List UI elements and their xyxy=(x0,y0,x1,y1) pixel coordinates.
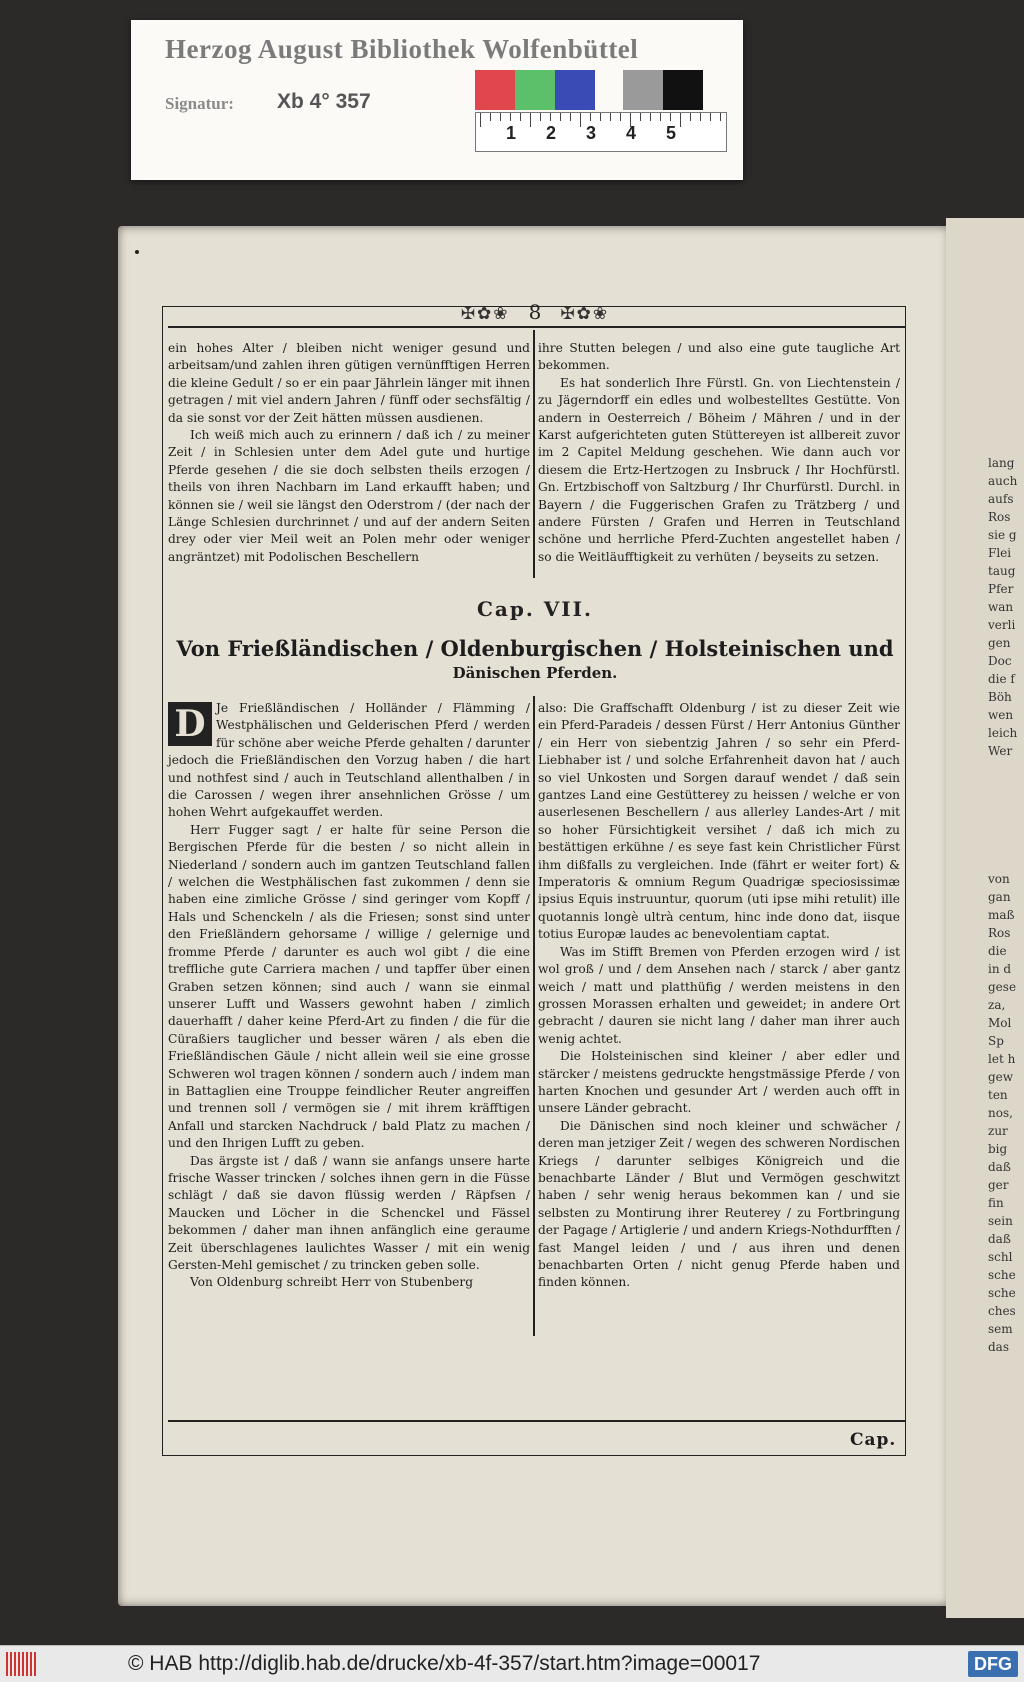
facing-page-fragment: nos, xyxy=(988,1106,1013,1120)
facing-page-fragment: sche xyxy=(988,1268,1016,1282)
facing-page-fragment: sem xyxy=(988,1322,1013,1336)
facing-page-fragment: wan xyxy=(988,600,1014,614)
paragraph: ein hohes Alter / bleiben nicht weniger gesund und arbeitsam/und zahlen ihren gütigen vernünfftigen Herren die kleine Gedult / so er ein paar Jährlein länger mit ihnen getragen / mit viel andern Jahren / fünff oder sechsfältig / da sie sonst vor der Zeit hätten müssen ausdienen. xyxy=(168,341,530,425)
page-header xyxy=(170,300,900,324)
ruler-tick xyxy=(680,113,681,127)
ruler-tick xyxy=(550,113,551,121)
facing-page-fragment: wen xyxy=(988,708,1014,722)
facing-page-fragment: sche xyxy=(988,1286,1016,1300)
ruler-tick xyxy=(590,113,591,121)
facing-page-fragment: gen xyxy=(988,636,1011,650)
facing-page-fragment: leich xyxy=(988,726,1018,740)
swatch-red xyxy=(475,70,515,110)
ruler-tick xyxy=(510,113,511,121)
facing-page-fragment: Wer xyxy=(988,744,1013,758)
facing-page-fragment: ten xyxy=(988,1088,1008,1102)
paragraph: D Je Frießländischen / Holländer / Flämming / Westphälischen und Gelderischen Pferd / werden für schöne aber weiche Pferde gehalten / darunter jedoch die Frießländischen den Vorzug haben / die hart und nothfest sind / auch in Teutschland allenthalben / in die Carossen / wegen ihrer ansehnlichen Grösse / um hohen Wehrt aufgekauffet werden. xyxy=(168,701,530,820)
ornament-right: ✠✿❀ xyxy=(560,304,610,324)
paragraph: ihre Stutten belegen / und also eine gute taugliche Art bekommen. xyxy=(538,341,900,373)
facing-page-fragment: taug xyxy=(988,564,1016,578)
barcode-icon xyxy=(6,1652,46,1676)
facing-page-fragment: sein xyxy=(988,1214,1013,1228)
library-label-card xyxy=(131,20,743,180)
facing-page-fragment: ger xyxy=(988,1178,1009,1192)
facing-page-fragment: verli xyxy=(988,618,1016,632)
scale-ruler xyxy=(475,112,727,152)
ruler-tick xyxy=(580,113,581,127)
ruler-number: 5 xyxy=(666,123,677,143)
facing-page-fragment: Ros xyxy=(988,926,1011,940)
facing-page-fragment: fin xyxy=(988,1196,1004,1210)
ruler-tick xyxy=(530,113,531,127)
ruler-tick xyxy=(570,113,571,121)
facing-page-fragment: die f xyxy=(988,672,1015,686)
ruler-tick xyxy=(650,113,651,121)
facing-page-fragment: maß xyxy=(988,908,1015,922)
library-name: Herzog August Bibliothek Wolfenbüttel xyxy=(165,34,639,64)
ruler-tick xyxy=(610,113,611,121)
paragraph: Die Dänischen sind noch kleiner und schwächer / deren man jetziger Zeit / wegen des schweren Nordischen Kriegs / darunter selbiges Königreich und die benachbarte Länder / Blut und Vermögen geschwitzt haben / sehr wenig heraus bekommen kan / und sie selbsten zu Montirung ihrer Reuterey / zu Fortbringung der Pagage / Artiglerie / und andern Kriegs-Nothdurfften / fast Mangel leiden / und / aus ihren und denen benachbarten Orten / nicht genug Pferde haben und finden können. xyxy=(538,1118,900,1290)
facing-page-fragment: daß xyxy=(988,1160,1011,1174)
ruler-tick xyxy=(720,113,721,121)
color-calibration-swatches xyxy=(475,70,703,110)
paragraph: Es hat sonderlich Ihre Fürstl. Gn. von Liechtenstein / zu Jägerndorff ein edles und wolbestelltes Gestütte. Von andern in Oesterreich / Böheim / Mähren / und in der Karst aufgerichteten guten Stüttereyen ist allbereit zuvor im 2 Capitel Meldung geschehen. Wie dann auch vor diesem die Ertz-Hertzogen zu Insbruck / Ihr Hochfürstl. Gn. Ertzbischoff von Saltzburg / Ihr Churfürstl. Durchl. in Bayern / die Fuggerischen Grafen zu Trätzberg / und andere Fürsten / Grafen und Herren in Teutschland schöne und herrliche Pferd-Zuchten angestellet haben / so die Weitläufftigkeit zu verhüten / beyseits zu setzen. xyxy=(538,375,900,564)
facing-page-fragment: auch xyxy=(988,474,1018,488)
facing-page-fragment: schl xyxy=(988,1250,1013,1264)
facing-page-fragment: ches xyxy=(988,1304,1016,1318)
chapter-heading: Von Frießländischen / Oldenburgischen / Holsteinischen und xyxy=(176,636,894,661)
column-bottom-right xyxy=(538,700,900,1292)
ruler-tick xyxy=(600,113,601,121)
facing-page-fragment: zur xyxy=(988,1124,1008,1138)
facing-page-fragment: das xyxy=(988,1340,1009,1354)
paragraph: Was im Stifft Bremen von Pferden erzogen wird / ist wol groß / und / dem Ansehen nach / starck / aber gantz weich / matt und platthüfig / werden meistens in den grossen Morassen erhalten und geweidet; in andere Ort gebracht / dauren sie nicht lang / daher man ihrer auch wenig achtet. xyxy=(538,944,900,1046)
paragraph: also: Die Graffschafft Oldenburg / ist zu dieser Zeit wie ein Pferd-Paradeis / dessen Fürst / Herr Antonius Günther / ein Herr von siebentzig Jahren / so sehr ein Pferd-Liebhaber ist / und solche Erfahrenheit davon hat / auch so viel Unkosten und Sorgen darauf wendet / daß sein gantzes Land eine Gestütterey zu heissen / welche er von auserlesenen Beschellern / aus allerley Landes-Art / mit so hoher Fürsichtigkeit versihet / daß ich mich zu bestättigen erkühne / es seye fast kein Christlicher Fürst ihm dißfalls zu vergleichen. Inde (fährt er weiter fort) & Imperatoris & omnium Regum Quadrigæ speciosissimæ ipsius Equis instruuntur, quorum (uti ipse mihi retulit) ille quotannis longè ultrà centum, hinc inde dono dat, iisque totius Europæ laudes ac benevolentiam captat. xyxy=(538,701,900,942)
facing-page-fragment: daß xyxy=(988,1232,1011,1246)
ornament-left: ✠✿❀ xyxy=(460,304,510,324)
ruler-tick xyxy=(700,113,701,121)
facing-page-fragment: Doc xyxy=(988,654,1012,668)
facing-page-fragment: Mol xyxy=(988,1016,1012,1030)
column-divider-top xyxy=(533,330,535,578)
chapter-number: Cap. VII. xyxy=(477,597,593,621)
catchword: Cap. xyxy=(850,1430,897,1450)
paragraph: Von Oldenburg schreibt Herr von Stubenberg xyxy=(190,1275,474,1290)
column-top-left xyxy=(168,340,530,566)
drop-cap: D xyxy=(168,702,212,746)
paragraph: Das ärgste ist / daß / wann sie anfangs unsere harte frische Wasser trincken / solches ihnen gern in die Füsse schlägt / daß sie davon flüssig werden / Räpfsen / Maucken und Löcher in die Schenckel und Fässel bekommen / daher man ihnen anfänglich eine geraume Zeit überschlagenes laulichtes Wasser / mit ein wenig Gersten-Mehl gemischet / zu trincken geben solle. xyxy=(168,1153,530,1272)
chapter-subheading: Dänischen Pferden. xyxy=(452,664,618,682)
paragraph: Ich weiß mich auch zu erinnern / daß ich / zu meiner Zeit / in Schlesien unter dem Adel gute und hurtige Pferde gesehen / die sie doch selbsten theils erzogen / theils von ihren Nachbarn im Land erkaufft haben; und können sie / weil sie längst den Oderstrom / (der nach der Länge Schlesien durchrinnet / und auf der andern Seiten drey oder vier Meil weit an Polen mehr oder weniger angräntzet) mit Podolischen Beschellern xyxy=(168,428,530,564)
facing-page-fragment: Flei xyxy=(988,546,1012,560)
facing-page-fragment: big xyxy=(988,1142,1008,1156)
page-number: 8 xyxy=(528,300,542,324)
ruler-tick xyxy=(640,113,641,121)
ruler-number: 2 xyxy=(546,123,557,143)
swatch-blue xyxy=(555,70,595,110)
facing-page-fragment: lang xyxy=(988,456,1015,470)
page-speck xyxy=(135,250,139,254)
ruler-tick xyxy=(710,113,711,121)
paragraph: Herr Fugger sagt / er halte für seine Person die Bergischen Pferde für die besten / so nicht allein in Niederland / sondern auch im gantzen Teutschland fallen / welchen die Westphälischen fast zukommen / denn sie haben eine zimliche Grösse / sind geringer vom Kopff / Hals und Schenckeln / als die Friesen; sonst sind unter den Frießländern gehorsame / willige / gelernige und fromme Pferde / darunter es auch wol gibt / die eine treffliche gute Carriera machen / und tapffer über einen Graben setzen können; sind auch / wann sie einmal unserer Lufft und Wassers gewohnt haben / zimlich dauerhafft / daher keine Pferd-Art zu finden / die für die Cüraßiers tauglicher und besser wären / als eben die Frießländischen Gäule / nicht allein weil sie eine grosse Schweren wol tragen können / sondern auch / indem man in Battaglien eine Trouppe feindlicher Reuter angreiffen und trennen soll / vermögen sie / mit ihrem kräfftigen Anfall und starcken Nachdruck / bald Platz zu machen / und den Ihrigen Lufft zu geben. xyxy=(168,822,530,1151)
signature-value: Xb 4° 357 xyxy=(277,90,371,113)
ruler-number: 4 xyxy=(626,123,637,143)
ruler-tick xyxy=(620,113,621,121)
ruler-tick xyxy=(690,113,691,121)
ruler-tick xyxy=(540,113,541,121)
facing-page-fragment: Sp xyxy=(988,1034,1004,1048)
ruler-tick xyxy=(500,113,501,121)
ruler-tick xyxy=(660,113,661,121)
facing-page-fragment: sie g xyxy=(988,528,1017,542)
swatch-green xyxy=(515,70,555,110)
column-top-right xyxy=(538,340,900,566)
ruler-number: 1 xyxy=(506,123,517,143)
ruler-tick xyxy=(670,113,671,121)
facing-page-edge xyxy=(946,218,1024,1618)
viewer-footer xyxy=(0,1645,1024,1682)
footer-rule xyxy=(168,1420,906,1422)
facing-page-fragment: gan xyxy=(988,890,1011,904)
facing-page-fragment: let h xyxy=(988,1052,1016,1066)
header-rule xyxy=(168,326,906,328)
facing-page-fragment: Böh xyxy=(988,690,1012,704)
facing-page-fragment: gew xyxy=(988,1070,1014,1084)
facing-page-fragment: die xyxy=(988,944,1007,958)
ruler-tick xyxy=(490,113,491,121)
facing-page-fragment: Ros xyxy=(988,510,1011,524)
ruler-tick xyxy=(520,113,521,121)
column-divider-bottom xyxy=(533,696,535,1336)
signature-key: Signatur: xyxy=(165,94,234,113)
facing-page-fragment: Pfer xyxy=(988,582,1014,596)
facing-page-fragment: von xyxy=(988,872,1010,886)
facing-page-fragment: za, xyxy=(988,998,1006,1012)
column-bottom-left xyxy=(168,700,530,1292)
facing-page-fragment: aufs xyxy=(988,492,1014,506)
swatch-gray xyxy=(623,70,663,110)
ruler-number: 3 xyxy=(586,123,597,143)
copyright-url[interactable]: © HAB http://diglib.hab.de/drucke/xb-4f-357/start.htm?image=00017 xyxy=(128,1652,761,1675)
paragraph: Die Holsteinischen sind kleiner / aber edler und stärcker / meistens gedruckte hengstmässige Pferde / von harten Knochen und gesunder Art / werden auch offt in unsere Länder gebracht. xyxy=(538,1049,900,1116)
swatch-black xyxy=(663,70,703,110)
facing-page-fragment: gese xyxy=(988,980,1017,994)
ruler-tick xyxy=(560,113,561,121)
facing-page-fragment: in d xyxy=(988,962,1012,976)
ruler-tick xyxy=(480,113,481,127)
dfg-logo: DFG xyxy=(968,1651,1018,1677)
